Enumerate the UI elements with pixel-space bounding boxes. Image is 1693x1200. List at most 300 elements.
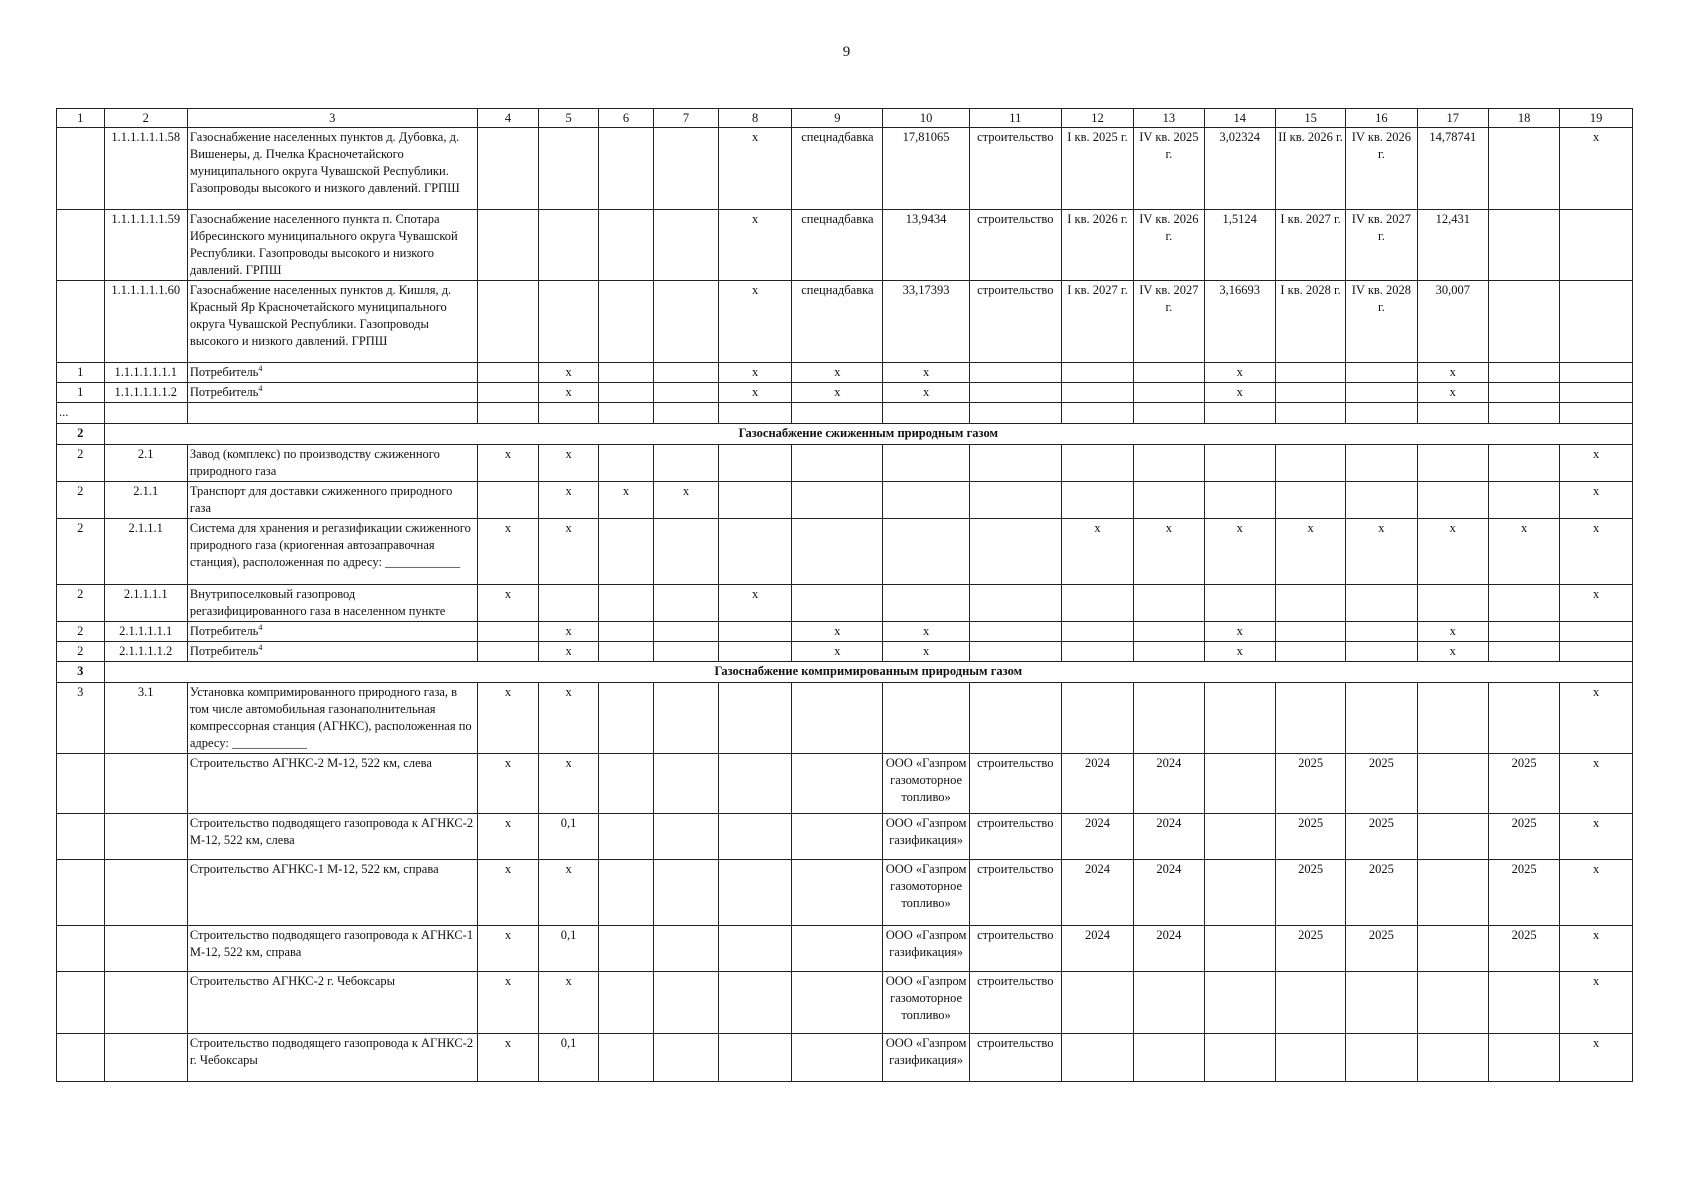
table-cell-col-15 (1275, 642, 1345, 662)
table-cell-col-17 (1417, 754, 1488, 814)
table-cell-col-14 (1204, 683, 1275, 754)
table-cell-col-9: x (792, 642, 883, 662)
table-row (57, 972, 1633, 1034)
table-cell-col-12: I кв. 2026 г. (1061, 210, 1133, 281)
table-cell-col-17 (1417, 683, 1488, 754)
table-cell-col-18 (1488, 642, 1559, 662)
column-number-cell: 19 (1560, 109, 1633, 128)
table-cell-col-16: 2025 (1346, 860, 1417, 926)
table-cell-col-13 (1134, 445, 1204, 482)
table-cell-col-14 (1204, 403, 1275, 424)
table-cell-col-4: x (477, 519, 539, 585)
table-cell-col-4 (477, 281, 539, 363)
table-cell-col-3: Строительство АГНКС-1 М-12, 522 км, справа (187, 860, 477, 926)
table-cell-col-15: 2025 (1275, 754, 1345, 814)
table-cell-col-1 (57, 1034, 105, 1082)
table-cell-col-5: x (539, 445, 598, 482)
table-cell-col-3: Установка компримированного природного газа, в том числе автомобильная газонаполнительная компрессорная станция (АГНКС), расположенная по адресу: ____________ (187, 683, 477, 754)
table-cell-col-18 (1488, 363, 1559, 383)
table-cell-col-11: строительство (969, 128, 1061, 210)
table-cell-col-19 (1560, 363, 1633, 383)
table-cell-col-14: x (1204, 383, 1275, 403)
table-cell-col-4: x (477, 926, 539, 972)
table-cell-col-3: Система для хранения и регазификации сжиженного природного газа (криогенная автозаправочная станция), расположенная по адресу: ____________ (187, 519, 477, 585)
table-cell-col-2: 1.1.1.1.1.1.2 (104, 383, 187, 403)
table-cell-col-3: Завод (комплекс) по производству сжиженного природного газа (187, 445, 477, 482)
table-cell-col-10 (883, 519, 970, 585)
table-cell-col-15 (1275, 403, 1345, 424)
table-cell-col-5 (539, 281, 598, 363)
table-cell-col-4 (477, 128, 539, 210)
table-cell-col-12 (1061, 585, 1133, 622)
table-row (57, 860, 1633, 926)
table-cell-col-1: 2 (57, 482, 105, 519)
table-cell-col-7 (654, 683, 719, 754)
table-cell-col-14: 3,02324 (1204, 128, 1275, 210)
table-cell-col-17 (1417, 860, 1488, 926)
table-cell-col-3 (187, 363, 477, 383)
table-cell-col-4: x (477, 972, 539, 1034)
table-row (57, 363, 1633, 383)
table-cell-col-5: x (539, 754, 598, 814)
table-cell-col-9 (792, 585, 883, 622)
table-cell-col-5 (539, 128, 598, 210)
table-cell-col-8: x (718, 585, 792, 622)
table-cell-col-17: x (1417, 383, 1488, 403)
table-cell-col-7 (654, 754, 719, 814)
table-cell-col-5: x (539, 642, 598, 662)
table-cell-col-7 (654, 1034, 719, 1082)
table-cell-col-4 (477, 642, 539, 662)
table-cell-col-14: x (1204, 622, 1275, 642)
table-cell-col-16 (1346, 445, 1417, 482)
table-cell-col-4: x (477, 860, 539, 926)
column-number-cell: 13 (1134, 109, 1204, 128)
table-cell-col-2: 2.1.1.1.1 (104, 585, 187, 622)
table-cell-col-14: 3,16693 (1204, 281, 1275, 363)
table-cell-col-6 (598, 860, 653, 926)
table-cell-col-19 (1560, 403, 1633, 424)
table-cell-col-18 (1488, 482, 1559, 519)
table-cell-col-5: x (539, 383, 598, 403)
table-cell-col-7 (654, 622, 719, 642)
column-number-cell: 3 (187, 109, 477, 128)
table-cell-col-10: ООО «Газпром газификация» (883, 814, 970, 860)
table-cell-col-5: 0,1 (539, 1034, 598, 1082)
table-cell-col-7 (654, 972, 719, 1034)
table-cell-col-13: 2024 (1134, 814, 1204, 860)
table-cell-col-8 (718, 683, 792, 754)
table-cell-col-9: спецнадбавка (792, 210, 883, 281)
table-cell-col-15 (1275, 482, 1345, 519)
table-row (57, 622, 1633, 642)
table-row (57, 642, 1633, 662)
table-cell-col-3: Строительство АГНКС-2 г. Чебоксары (187, 972, 477, 1034)
table-row (57, 519, 1633, 585)
table-cell-col-18: 2025 (1488, 754, 1559, 814)
section-title-cell: Газоснабжение компримированным природным газом (104, 662, 1632, 683)
column-number-cell: 17 (1417, 109, 1488, 128)
table-cell-col-4 (477, 383, 539, 403)
table-cell-col-3: Транспорт для доставки сжиженного природного газа (187, 482, 477, 519)
table-cell-col-5: 0,1 (539, 814, 598, 860)
table-cell-col-8 (718, 403, 792, 424)
table-cell-col-17 (1417, 1034, 1488, 1082)
table-cell-col-9: x (792, 383, 883, 403)
table-cell-col-13 (1134, 585, 1204, 622)
table-cell-col-1: 2 (57, 445, 105, 482)
table-cell-col-16: IV кв. 2026 г. (1346, 128, 1417, 210)
table-row (57, 445, 1633, 482)
table-cell-col-8 (718, 926, 792, 972)
table-cell-col-14: x (1204, 519, 1275, 585)
table-cell-col-14 (1204, 585, 1275, 622)
table-cell-col-16 (1346, 1034, 1417, 1082)
table-cell-col-17: 14,78741 (1417, 128, 1488, 210)
table-cell-col-18: x (1488, 519, 1559, 585)
table-cell-col-3 (187, 383, 477, 403)
table-cell-col-13 (1134, 1034, 1204, 1082)
table-cell-col-12 (1061, 403, 1133, 424)
table-cell-col-8 (718, 1034, 792, 1082)
table-cell-col-16 (1346, 642, 1417, 662)
table-cell-col-15: I кв. 2028 г. (1275, 281, 1345, 363)
table-cell-col-19 (1560, 281, 1633, 363)
table-cell-col-14: x (1204, 642, 1275, 662)
consumer-label: Потребитель (189, 365, 259, 379)
table-cell-col-11 (969, 519, 1061, 585)
table-cell-col-16: IV кв. 2028 г. (1346, 281, 1417, 363)
column-number-row (57, 109, 1633, 128)
table-cell-col-3: Строительство АГНКС-2 М-12, 522 км, слева (187, 754, 477, 814)
table-cell-col-18 (1488, 383, 1559, 403)
table-cell-col-11 (969, 642, 1061, 662)
table-cell-col-5 (539, 585, 598, 622)
table-cell-col-6 (598, 814, 653, 860)
table-cell-col-17 (1417, 403, 1488, 424)
table-cell-col-14 (1204, 860, 1275, 926)
table-cell-col-7 (654, 860, 719, 926)
table-cell-col-8 (718, 814, 792, 860)
column-number-cell: 4 (477, 109, 539, 128)
table-cell-col-14: 1,5124 (1204, 210, 1275, 281)
table-cell-col-18: 2025 (1488, 926, 1559, 972)
table-cell-col-16: IV кв. 2027 г. (1346, 210, 1417, 281)
table-cell-col-15: 2025 (1275, 814, 1345, 860)
table-cell-col-1: 1 (57, 363, 105, 383)
table-cell-col-5 (539, 210, 598, 281)
table-cell-col-17: x (1417, 363, 1488, 383)
table-cell-col-18 (1488, 683, 1559, 754)
table-cell-col-3: Строительство подводящего газопровода к АГНКС-2 М-12, 522 км, слева (187, 814, 477, 860)
table-row (57, 281, 1633, 363)
table-cell-col-19: x (1560, 1034, 1633, 1082)
table-cell-col-13: x (1134, 519, 1204, 585)
table-cell-col-5: 0,1 (539, 926, 598, 972)
table-cell-col-2: 1.1.1.1.1.1.58 (104, 128, 187, 210)
column-number-cell: 8 (718, 109, 792, 128)
table-cell-col-4: x (477, 445, 539, 482)
table-cell-col-19: x (1560, 972, 1633, 1034)
table-cell-col-8: x (718, 281, 792, 363)
footnote-mark: 4 (258, 622, 263, 632)
table-cell-col-9: спецнадбавка (792, 128, 883, 210)
table-cell-col-5: x (539, 683, 598, 754)
table-cell-col-9: x (792, 622, 883, 642)
table-cell-col-8: x (718, 210, 792, 281)
table-cell-col-6 (598, 683, 653, 754)
table-cell-col-4 (477, 622, 539, 642)
table-cell-col-9 (792, 403, 883, 424)
table-cell-col-6: x (598, 482, 653, 519)
table-cell-col-8: x (718, 363, 792, 383)
table-cell-col-7 (654, 585, 719, 622)
table-cell-col-2 (104, 1034, 187, 1082)
table-cell-col-2 (104, 972, 187, 1034)
table-cell-col-2: 2.1.1 (104, 482, 187, 519)
table-cell-col-11 (969, 585, 1061, 622)
table-cell-col-2: 1.1.1.1.1.1.59 (104, 210, 187, 281)
table-cell-col-14 (1204, 754, 1275, 814)
table-cell-col-9 (792, 1034, 883, 1082)
table-cell-col-18 (1488, 403, 1559, 424)
table-cell-col-8 (718, 622, 792, 642)
table-cell-col-12 (1061, 972, 1133, 1034)
table-cell-col-14 (1204, 445, 1275, 482)
table-cell-col-10: ООО «Газпром газификация» (883, 926, 970, 972)
table-cell-col-5 (539, 403, 598, 424)
table-cell-col-15: II кв. 2026 г. (1275, 128, 1345, 210)
table-cell-col-7 (654, 281, 719, 363)
table-cell-col-6 (598, 1034, 653, 1082)
table-row (57, 754, 1633, 814)
table-cell-col-1 (57, 754, 105, 814)
table-cell-col-6 (598, 926, 653, 972)
table-cell-col-18: 2025 (1488, 860, 1559, 926)
table-cell-col-19: x (1560, 683, 1633, 754)
table-cell-col-1 (57, 972, 105, 1034)
table-cell-col-12 (1061, 482, 1133, 519)
table-cell-col-1 (57, 814, 105, 860)
table-cell-col-16 (1346, 403, 1417, 424)
table-cell-col-13: 2024 (1134, 860, 1204, 926)
table-row (57, 1034, 1633, 1082)
table-cell-col-10: ООО «Газпром газомоторное топливо» (883, 754, 970, 814)
table-cell-col-7 (654, 926, 719, 972)
table-cell-col-18 (1488, 972, 1559, 1034)
table-cell-col-7 (654, 642, 719, 662)
table-body (57, 109, 1633, 1082)
column-number-cell: 1 (57, 109, 105, 128)
table-row (57, 128, 1633, 210)
table-cell-col-17 (1417, 482, 1488, 519)
table-cell-col-4 (477, 482, 539, 519)
table-cell-col-19: x (1560, 519, 1633, 585)
table-cell-col-7 (654, 814, 719, 860)
table-cell-col-4: x (477, 754, 539, 814)
table-cell-col-10 (883, 585, 970, 622)
table-cell-col-19 (1560, 622, 1633, 642)
table-cell-col-1: 2 (57, 585, 105, 622)
table-cell-col-9 (792, 445, 883, 482)
table-cell-col-12: I кв. 2027 г. (1061, 281, 1133, 363)
table-cell-col-16 (1346, 585, 1417, 622)
table-cell-col-5: x (539, 363, 598, 383)
table-cell-col-11 (969, 482, 1061, 519)
table-cell-col-18 (1488, 1034, 1559, 1082)
table-cell-col-1 (57, 210, 105, 281)
table-cell-col-18 (1488, 128, 1559, 210)
table-cell-col-15 (1275, 445, 1345, 482)
column-number-cell: 11 (969, 109, 1061, 128)
table-cell-col-7 (654, 210, 719, 281)
table-cell-col-4 (477, 363, 539, 383)
column-number-cell: 18 (1488, 109, 1559, 128)
table-cell-col-13: IV кв. 2025 г. (1134, 128, 1204, 210)
table-cell-col-8 (718, 972, 792, 1034)
table-cell-col-18 (1488, 281, 1559, 363)
column-number-cell: 15 (1275, 109, 1345, 128)
table-cell-col-12 (1061, 445, 1133, 482)
table-cell-col-12 (1061, 1034, 1133, 1082)
table-cell-col-17: 30,007 (1417, 281, 1488, 363)
table-cell-col-9 (792, 482, 883, 519)
table-cell-col-10: ООО «Газпром газификация» (883, 1034, 970, 1082)
table-cell-col-16 (1346, 622, 1417, 642)
table-cell-col-17 (1417, 585, 1488, 622)
table-cell-col-6 (598, 445, 653, 482)
table-cell-col-14: x (1204, 363, 1275, 383)
page-number: 9 (842, 44, 851, 60)
table-cell-col-13 (1134, 403, 1204, 424)
column-number-cell: 5 (539, 109, 598, 128)
footnote-mark: 4 (258, 383, 263, 393)
table-cell-col-12 (1061, 642, 1133, 662)
table-cell-col-19 (1560, 210, 1633, 281)
table-row (57, 383, 1633, 403)
table-cell-col-6 (598, 383, 653, 403)
footnote-mark: 4 (258, 363, 263, 373)
table-cell-col-16: 2025 (1346, 814, 1417, 860)
table-cell-col-8 (718, 519, 792, 585)
table-cell-col-15 (1275, 683, 1345, 754)
table-cell-col-18 (1488, 622, 1559, 642)
table-cell-col-7 (654, 403, 719, 424)
table-row (57, 210, 1633, 281)
table-cell-col-17 (1417, 445, 1488, 482)
column-number-cell: 9 (792, 109, 883, 128)
table-cell-col-19 (1560, 383, 1633, 403)
table-cell-col-14 (1204, 482, 1275, 519)
table-cell-col-17: 12,431 (1417, 210, 1488, 281)
table-cell-col-6 (598, 754, 653, 814)
table-cell-col-12: 2024 (1061, 814, 1133, 860)
table-cell-col-5: x (539, 519, 598, 585)
table-cell-col-6 (598, 519, 653, 585)
footnote-mark: 4 (258, 642, 263, 652)
table-cell-col-1 (57, 860, 105, 926)
table-cell-col-13: IV кв. 2026 г. (1134, 210, 1204, 281)
table-cell-col-1: 3 (57, 683, 105, 754)
table-cell-col-9: x (792, 363, 883, 383)
table-cell-col-2 (104, 403, 187, 424)
table-cell-col-6 (598, 363, 653, 383)
table-cell-col-11 (969, 445, 1061, 482)
table-cell-col-10: ООО «Газпром газомоторное топливо» (883, 972, 970, 1034)
consumer-label: Потребитель (189, 385, 259, 399)
table-cell-col-4 (477, 210, 539, 281)
consumer-label: Потребитель (189, 624, 259, 638)
table-cell-col-16: 2025 (1346, 926, 1417, 972)
table-cell-col-1: 2 (57, 519, 105, 585)
table-cell-col-16 (1346, 363, 1417, 383)
table-cell-col-11 (969, 403, 1061, 424)
table-cell-col-4: x (477, 683, 539, 754)
table-cell-col-17: x (1417, 642, 1488, 662)
table-cell-col-11: строительство (969, 926, 1061, 972)
table-cell-col-4 (477, 403, 539, 424)
table-cell-col-10 (883, 482, 970, 519)
table-cell-col-11: строительство (969, 281, 1061, 363)
table-cell-col-18 (1488, 445, 1559, 482)
column-number-cell: 6 (598, 109, 653, 128)
table-cell-col-4: x (477, 814, 539, 860)
table-cell-col-11 (969, 683, 1061, 754)
table-cell-col-18 (1488, 585, 1559, 622)
table-cell-col-11: строительство (969, 814, 1061, 860)
table-cell-col-11 (969, 363, 1061, 383)
table-cell-col-1: ... (57, 403, 105, 424)
table-cell-col-11 (969, 622, 1061, 642)
table-cell-col-7 (654, 519, 719, 585)
table-cell-col-6 (598, 403, 653, 424)
table-cell-col-7 (654, 383, 719, 403)
table-cell-col-8 (718, 445, 792, 482)
table-cell-col-9 (792, 814, 883, 860)
investment-program-table (56, 108, 1633, 1082)
table-cell-col-2: 2.1.1.1.1.1 (104, 622, 187, 642)
table-cell-col-9: спецнадбавка (792, 281, 883, 363)
table-cell-col-13: IV кв. 2027 г. (1134, 281, 1204, 363)
table-cell-col-6 (598, 622, 653, 642)
table-cell-col-19: x (1560, 128, 1633, 210)
table-cell-col-15 (1275, 972, 1345, 1034)
table-cell-col-4: x (477, 1034, 539, 1082)
table-cell-col-2 (104, 860, 187, 926)
table-cell-col-11: строительство (969, 972, 1061, 1034)
column-number-cell: 10 (883, 109, 970, 128)
table-cell-col-11: строительство (969, 1034, 1061, 1082)
table-cell-col-6 (598, 210, 653, 281)
table-cell-col-9 (792, 926, 883, 972)
table-cell-col-3: Строительство подводящего газопровода к АГНКС-1 М-12, 522 км, справа (187, 926, 477, 972)
table-cell-col-13: 2024 (1134, 754, 1204, 814)
table-cell-col-9 (792, 972, 883, 1034)
table-cell-col-2: 2.1 (104, 445, 187, 482)
section-header-row (57, 424, 1633, 445)
table-cell-col-7 (654, 445, 719, 482)
table-cell-col-16: x (1346, 519, 1417, 585)
table-cell-col-6 (598, 128, 653, 210)
table-cell-col-4: x (477, 585, 539, 622)
table-cell-col-15 (1275, 1034, 1345, 1082)
table-cell-col-5: x (539, 482, 598, 519)
table-cell-col-10: 17,81065 (883, 128, 970, 210)
table-row (57, 814, 1633, 860)
table-cell-col-11: строительство (969, 754, 1061, 814)
column-number-cell: 7 (654, 109, 719, 128)
table-cell-col-13 (1134, 972, 1204, 1034)
